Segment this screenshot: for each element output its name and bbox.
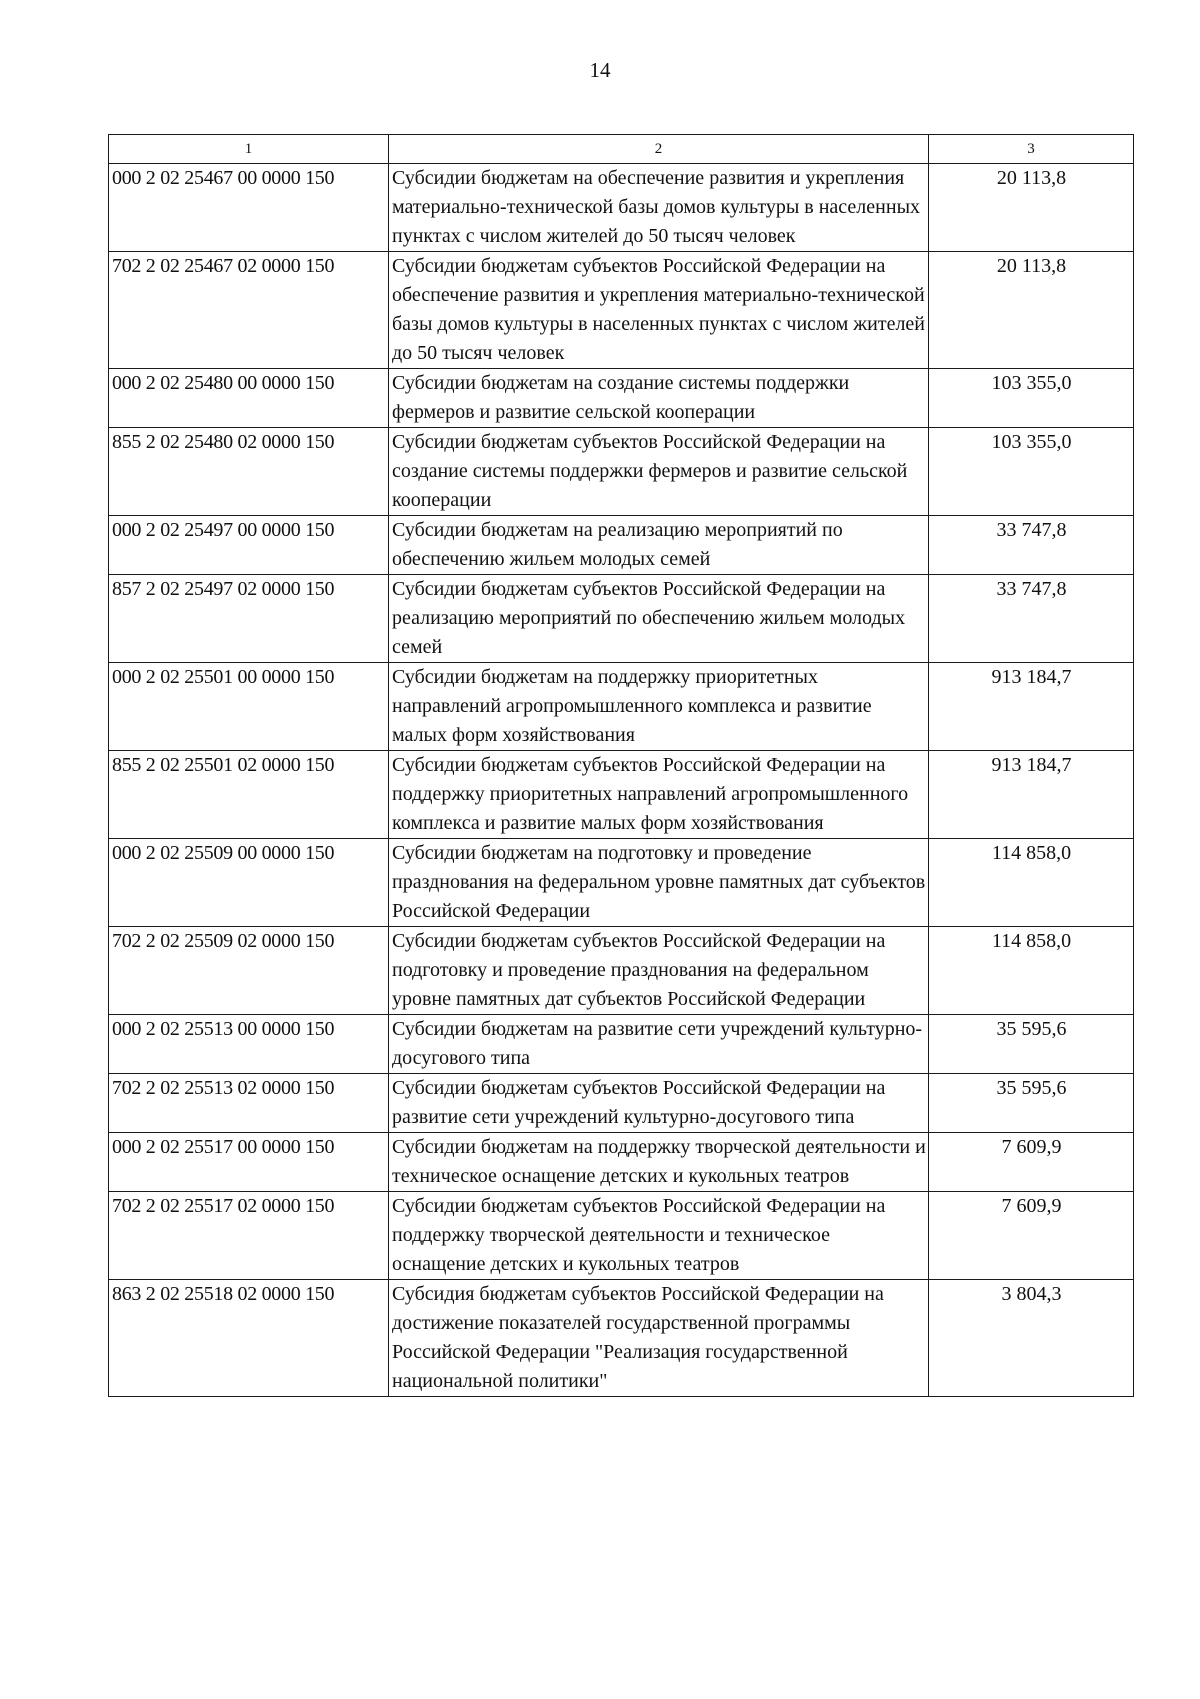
row-name: Субсидии бюджетам субъектов Российской Федерации на подготовку и проведение празднования на федеральном уровне памятных дат субъектов Российской Федерации <box>389 927 929 1015</box>
row-code: 000 2 02 25467 00 0000 150 <box>109 164 389 252</box>
table-row <box>109 1015 1134 1074</box>
row-amount: 3 804,3 <box>929 1280 1134 1397</box>
row-name: Субсидии бюджетам на создание системы поддержки фермеров и развитие сельской кооперации <box>389 369 929 428</box>
row-code: 702 2 02 25517 02 0000 150 <box>109 1192 389 1280</box>
row-code: 000 2 02 25480 00 0000 150 <box>109 369 389 428</box>
row-name: Субсидии бюджетам субъектов Российской Федерации на создание системы поддержки фермеров и развитие сельской кооперации <box>389 428 929 516</box>
row-amount: 20 113,8 <box>929 164 1134 252</box>
row-name: Субсидии бюджетам субъектов Российской Федерации на обеспечение развития и укрепления материально-технической базы домов культуры в населенных пунктах с числом жителей до 50 тысяч человек <box>389 252 929 369</box>
table-row <box>109 751 1134 839</box>
table-header-row <box>109 135 1134 164</box>
row-amount: 33 747,8 <box>929 516 1134 575</box>
row-code: 000 2 02 25501 00 0000 150 <box>109 663 389 751</box>
page-number: 14 <box>589 58 611 82</box>
table-row <box>109 369 1134 428</box>
row-amount: 114 858,0 <box>929 927 1134 1015</box>
budget-revenue-table <box>108 134 1134 1397</box>
row-amount: 35 595,6 <box>929 1074 1134 1133</box>
row-name: Субсидии бюджетам на поддержку творческой деятельности и техническое оснащение детских и кукольных театров <box>389 1133 929 1192</box>
row-amount: 103 355,0 <box>929 369 1134 428</box>
row-amount: 913 184,7 <box>929 751 1134 839</box>
row-name: Субсидии бюджетам субъектов Российской Федерации на реализацию мероприятий по обеспечению жильем молодых семей <box>389 575 929 663</box>
row-code: 702 2 02 25509 02 0000 150 <box>109 927 389 1015</box>
row-amount: 913 184,7 <box>929 663 1134 751</box>
row-name: Субсидии бюджетам субъектов Российской Федерации на поддержку творческой деятельности и техническое оснащение детских и кукольных театров <box>389 1192 929 1280</box>
table-row <box>109 516 1134 575</box>
row-code: 000 2 02 25517 00 0000 150 <box>109 1133 389 1192</box>
row-name: Субсидии бюджетам на поддержку приоритетных направлений агропромышленного комплекса и развитие малых форм хозяйствования <box>389 663 929 751</box>
column-header-code: 1 <box>109 135 389 164</box>
row-code: 000 2 02 25509 00 0000 150 <box>109 839 389 927</box>
table-row <box>109 663 1134 751</box>
row-name: Субсидии бюджетам на реализацию мероприятий по обеспечению жильем молодых семей <box>389 516 929 575</box>
table-row <box>109 252 1134 369</box>
row-code: 702 2 02 25467 02 0000 150 <box>109 252 389 369</box>
table-row <box>109 1192 1134 1280</box>
row-code: 000 2 02 25513 00 0000 150 <box>109 1015 389 1074</box>
row-code: 855 2 02 25480 02 0000 150 <box>109 428 389 516</box>
table-row <box>109 164 1134 252</box>
row-amount: 33 747,8 <box>929 575 1134 663</box>
table-row <box>109 839 1134 927</box>
row-name: Субсидии бюджетам на развитие сети учреждений культурно-досугового типа <box>389 1015 929 1074</box>
row-code: 702 2 02 25513 02 0000 150 <box>109 1074 389 1133</box>
table-row <box>109 1280 1134 1397</box>
row-code: 855 2 02 25501 02 0000 150 <box>109 751 389 839</box>
row-amount: 7 609,9 <box>929 1133 1134 1192</box>
table-row <box>109 428 1134 516</box>
row-amount: 7 609,9 <box>929 1192 1134 1280</box>
row-name: Субсидия бюджетам субъектов Российской Федерации на достижение показателей государственной программы Российской Федерации "Реализация государственной национальной политики" <box>389 1280 929 1397</box>
row-amount: 103 355,0 <box>929 428 1134 516</box>
row-name: Субсидии бюджетам субъектов Российской Федерации на развитие сети учреждений культурно-досугового типа <box>389 1074 929 1133</box>
row-amount: 35 595,6 <box>929 1015 1134 1074</box>
row-name: Субсидии бюджетам на подготовку и проведение празднования на федеральном уровне памятных дат субъектов Российской Федерации <box>389 839 929 927</box>
row-name: Субсидии бюджетам на обеспечение развития и укрепления материально-технической базы домов культуры в населенных пунктах с числом жителей до 50 тысяч человек <box>389 164 929 252</box>
row-code: 000 2 02 25497 00 0000 150 <box>109 516 389 575</box>
table-row <box>109 1074 1134 1133</box>
row-code: 863 2 02 25518 02 0000 150 <box>109 1280 389 1397</box>
column-header-name: 2 <box>389 135 929 164</box>
table-row <box>109 927 1134 1015</box>
row-code: 857 2 02 25497 02 0000 150 <box>109 575 389 663</box>
column-header-amount: 3 <box>929 135 1134 164</box>
row-amount: 20 113,8 <box>929 252 1134 369</box>
row-amount: 114 858,0 <box>929 839 1134 927</box>
row-name: Субсидии бюджетам субъектов Российской Федерации на поддержку приоритетных направлений агропромышленного комплекса и развитие малых форм хозяйствования <box>389 751 929 839</box>
table-row <box>109 1133 1134 1192</box>
table-row <box>109 575 1134 663</box>
